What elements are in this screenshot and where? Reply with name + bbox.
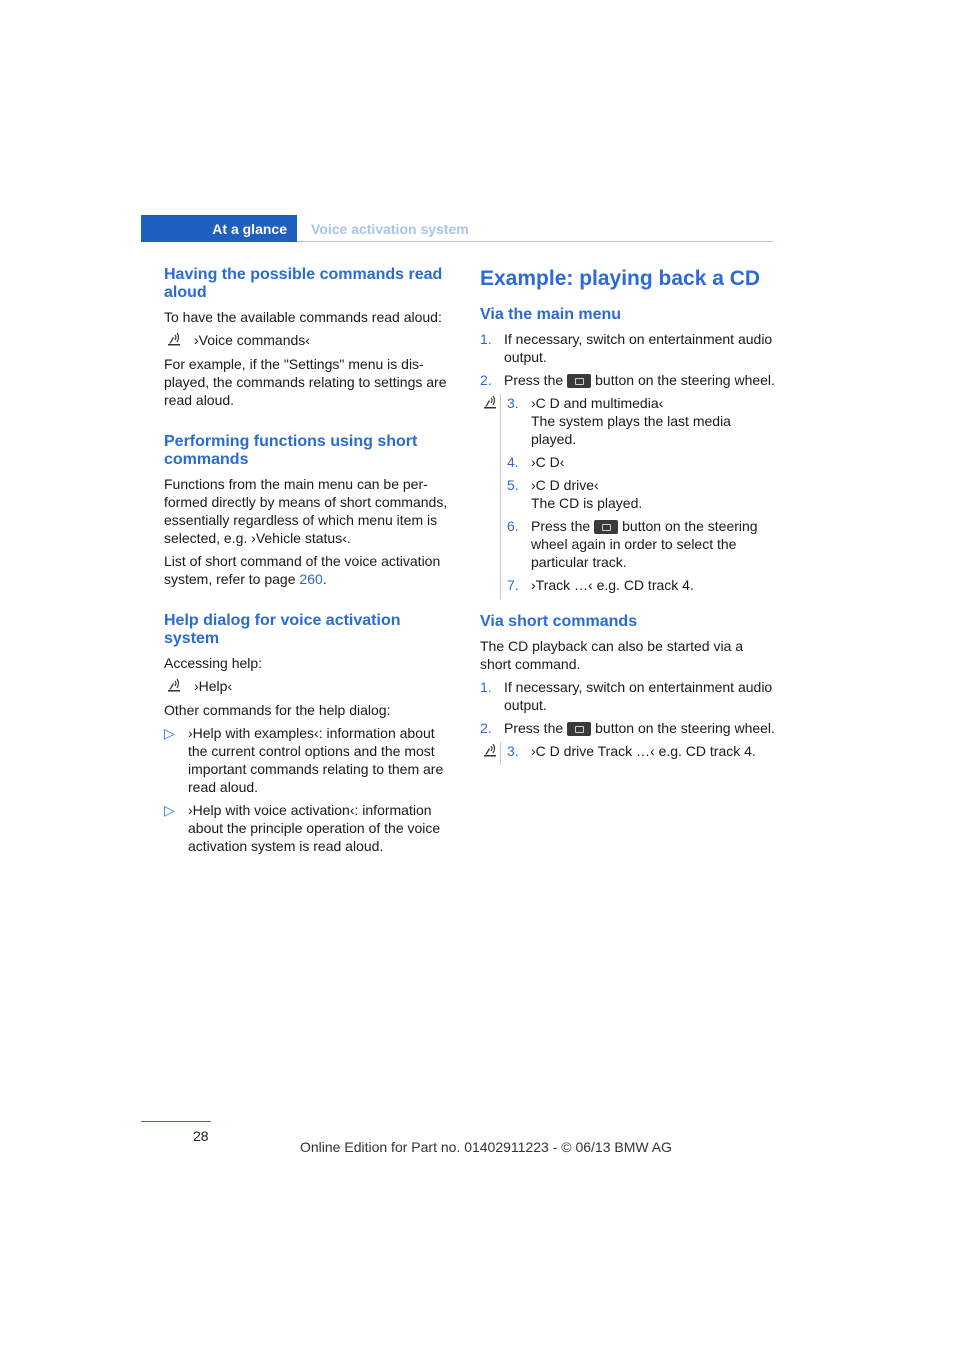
right-column: [480, 266, 776, 775]
short-commands-body: Functions from the main menu can be per-formed directly by means of short commands, essentially regardless of which menu item is selected, e.g. ›Vehicle status‹.: [164, 476, 448, 546]
help-other: Other commands for the help dialog:: [164, 702, 391, 718]
heading-read-aloud: Having the possible commands read aloud: [164, 266, 443, 301]
list-item: [480, 678, 776, 714]
page-number: 28: [193, 1128, 209, 1144]
voice-button-icon: [594, 520, 618, 534]
voice-command-icon: [164, 677, 184, 695]
bullet-text: ›Help with examples‹: information about the current control options and the most important commands relating to them are read aloud.: [188, 725, 444, 795]
voice-button-icon: [567, 374, 591, 388]
voice-command-text: ›Help‹: [194, 678, 233, 694]
list-item: [507, 576, 776, 594]
voice-command-text: ›Voice commands‹: [194, 332, 310, 348]
page-title: Example: playing back a CD: [480, 267, 761, 290]
step-number: 1.: [480, 331, 492, 347]
voice-command-icon: [480, 742, 500, 760]
bullet-marker: ▷: [164, 802, 175, 818]
list-item: [507, 453, 776, 471]
voice-steps-block: [480, 742, 776, 765]
step-number: 2.: [480, 720, 492, 736]
list-item: [480, 371, 776, 389]
list-item: [164, 724, 456, 796]
left-column: [164, 266, 456, 860]
heading-main-menu: Via the main menu: [480, 306, 622, 323]
voice-command-row: [164, 331, 456, 349]
footer-divider: [141, 1121, 211, 1122]
list-item: [164, 801, 456, 855]
step-number: 4.: [507, 454, 519, 470]
step-text: Press the button on the steering wheel.: [504, 372, 775, 388]
step-text: ›C D drive‹ The CD is played.: [531, 477, 643, 511]
step-text: Press the button on the steering wheel again in order to select the particular track.: [531, 518, 758, 570]
edition-note: Online Edition for Part no. 01402911223 - © 06/13 BMW AG: [300, 1139, 672, 1155]
help-intro: Accessing help:: [164, 655, 263, 671]
step-text: ›C D and multimedia‹ The system plays the last media played.: [531, 395, 731, 447]
step-number: 7.: [507, 577, 519, 593]
read-aloud-body: For example, if the "Settings" menu is dis-played, the commands relating to settings are read aloud.: [164, 356, 447, 408]
short-body: The CD playback can also be started via a short command.: [480, 638, 744, 672]
bullet-marker: ▷: [164, 725, 175, 741]
step-number: 1.: [480, 679, 492, 695]
step-text: ›C D drive Track …‹ e.g. CD track 4.: [531, 743, 756, 759]
voice-steps-block: [480, 394, 776, 599]
short-commands-list: List of short command of the voice activation system, refer to page 260.: [164, 553, 441, 587]
step-number: 3.: [507, 395, 519, 411]
step-number: 6.: [507, 518, 519, 534]
list-item: [507, 476, 776, 512]
heading-short-commands: Performing functions using short commands: [164, 433, 418, 468]
chapter-tab: At a glance: [141, 215, 297, 242]
step-text: ›C D‹: [531, 454, 565, 470]
voice-command-icon: [164, 331, 184, 349]
list-item: [480, 719, 776, 737]
read-aloud-intro: To have the available commands read aloud:: [164, 309, 442, 325]
step-text: If necessary, switch on entertainment audio output.: [504, 679, 773, 713]
list-item: [507, 517, 776, 571]
voice-command-icon: [480, 394, 500, 412]
section-title: Voice activation system: [311, 221, 469, 237]
step-text: If necessary, switch on entertainment audio output.: [504, 331, 773, 365]
step-text: ›Track …‹ e.g. CD track 4.: [531, 577, 694, 593]
heading-short-commands-cd: Via short commands: [480, 613, 638, 630]
page-link[interactable]: 260: [299, 571, 323, 587]
voice-button-icon: [567, 722, 591, 736]
step-number: 2.: [480, 372, 492, 388]
voice-command-row: [164, 677, 456, 695]
heading-help-dialog: Help dialog for voice activation system: [164, 612, 401, 647]
step-text: Press the button on the steering wheel.: [504, 720, 775, 736]
list-item: [480, 330, 776, 366]
list-item: [507, 742, 776, 760]
step-number: 5.: [507, 477, 519, 493]
list-item: [507, 394, 776, 448]
header-divider: [297, 241, 773, 242]
bullet-text: ›Help with voice activation‹: information about the principle operation of the voice activation system is read aloud.: [188, 802, 441, 854]
step-number: 3.: [507, 743, 519, 759]
